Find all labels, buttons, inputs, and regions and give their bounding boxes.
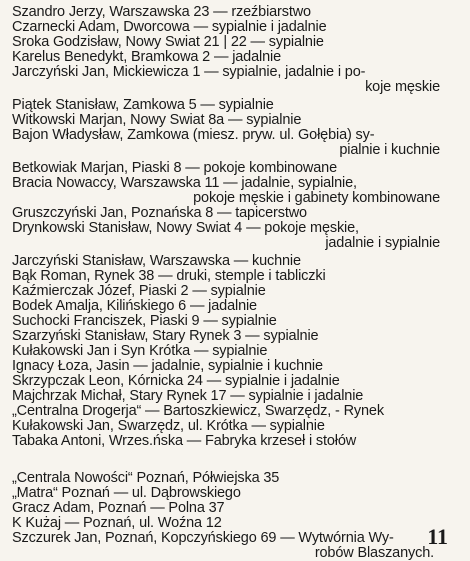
entry-line: „Matra“ Poznań — ul. Dąbrowskiego xyxy=(12,485,241,501)
entry-line: Jarczyński Jan, Mickiewicza 1 — sypialnie, jadalnie i po- xyxy=(12,64,366,80)
entry-line: Piątek Stanisław, Zamkowa 5 — sypialnie xyxy=(12,97,274,113)
entry-line: Suchocki Franciszek, Piaski 9 — sypialnie xyxy=(12,313,277,329)
entry-line: Drynkowski Stanisław, Nowy Swiat 4 — pokoje męskie, xyxy=(12,220,359,236)
entry-line: Sroka Godzisław, Nowy Swiat 21 | 22 — sypialnie xyxy=(12,34,324,50)
entry-line: Szczurek Jan, Poznań, Kopczyńskiego 69 — Wytwórnia Wy- xyxy=(12,530,394,546)
entry-line: „Centralna Drogerja“ — Bartoszkiewicz, Swarzędz, - Rynek xyxy=(12,403,384,419)
entry-line: Jarczyński Stanisław, Warszawska — kuchnie xyxy=(12,253,301,269)
entry-line: Szandro Jerzy, Warszawska 23 — rzeźbiarstwo xyxy=(12,4,311,20)
entry-line: Skrzypczak Leon, Kórnicka 24 — sypialnie i jadalnie xyxy=(12,373,340,389)
entry-continuation: pokoje męskie i gabinety kombinowane xyxy=(193,190,440,206)
entry-continuation: robów Blaszanych. xyxy=(314,545,434,561)
entry-line: Majchrzak Michał, Stary Rynek 17 — sypialnie i jadalnie xyxy=(12,388,364,404)
entry-line: Bracia Nowaccy, Warszawska 11 — jadalnie, sypialnie, xyxy=(12,175,357,191)
entry-line: Szarzyński Stanisław, Stary Rynek 3 — sypialnie xyxy=(12,328,319,344)
entry-line: Witkowski Marjan, Nowy Swiat 8a — sypialnie xyxy=(12,112,302,128)
entry-line: Bąk Roman, Rynek 38 — druki, stemple i tabliczki xyxy=(12,268,326,284)
page-number: 11 xyxy=(427,524,448,549)
entry-line: Gruszczyński Jan, Poznańska 8 — tapicerstwo xyxy=(12,205,307,221)
entry-line: Bodek Amalja, Kilińskiego 6 — jadalnie xyxy=(12,298,257,314)
entry-continuation: pialnie i kuchnie xyxy=(339,142,440,158)
entry-line: K Kużaj — Poznań, ul. Woźna 12 xyxy=(12,515,222,531)
entry-line: Tabaka Antoni, Wrzes.ńska — Fabryka krzeseł i stołów xyxy=(12,433,357,449)
entry-line: Ignacy Łoza, Jasin — jadalnie, sypialnie i kuchnie xyxy=(12,358,323,374)
entry-line: Gracz Adam, Poznań — Polna 37 xyxy=(12,500,225,516)
entry-line: Karelus Benedykt, Bramkowa 2 — jadalnie xyxy=(12,49,281,65)
entry-line: Betkowiak Marjan, Piaski 8 — pokoje kombinowane xyxy=(12,160,337,176)
entry-line: Czarnecki Adam, Dworcowa — sypialnie i jadalnie xyxy=(12,19,327,35)
entry-line: Kułakowski Jan i Syn Krótka — sypialnie xyxy=(12,343,268,359)
entry-line: Kaźmierczak Józef, Piaski 2 — sypialnie xyxy=(12,283,266,299)
entry-line: Kułakowski Jan, Swarzędz, ul. Krótka — sypialnie xyxy=(12,418,325,434)
entry-continuation: koje męskie xyxy=(365,79,440,95)
entry-line: Bajon Władysław, Zamkowa (miesz. pryw. ul. Gołębia) sy- xyxy=(12,127,375,143)
entry-continuation: jadalnie i sypialnie xyxy=(325,235,440,251)
entry-line: „Centrala Nowości“ Poznań, Półwiejska 35 xyxy=(12,470,280,486)
